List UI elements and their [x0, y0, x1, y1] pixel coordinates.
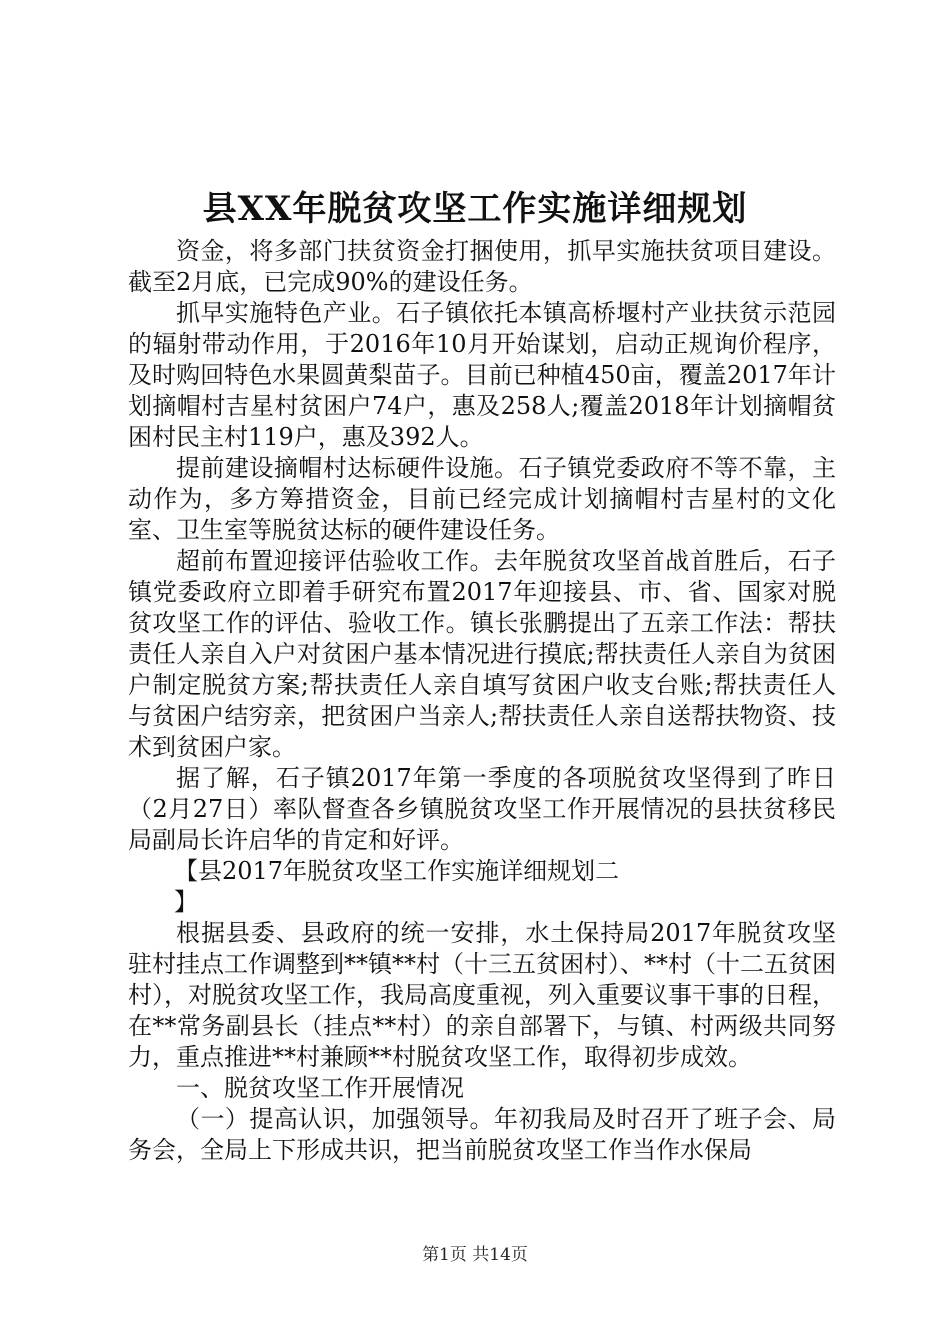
paragraph: 抓早实施特色产业。石子镇依托本镇高桥堰村产业扶贫示范园的辐射带动作用，于2016年10月开始谋划，启动正规询价程序，及时购回特色水果圆黄梨苗子。目前已种植450亩，覆盖2017年计划摘帽村吉星村贫困户74户，惠及258人;覆盖2018年计划摘帽贫困村民主村119户，惠及392人。	[128, 299, 836, 451]
document-body	[128, 236, 836, 1166]
document-title: 县XX年脱贫攻坚工作实施详细规划	[202, 189, 748, 229]
paragraph: 资金，将多部门扶贫资金打捆使用，抓早实施扶贫项目建设。截至2月底，已完成90%的建设任务。	[128, 237, 836, 296]
section-heading: 一、脱贫攻坚工作开展情况	[176, 1074, 464, 1102]
page-number: 第1页 共14页	[422, 1245, 528, 1265]
paragraph: 超前布置迎接评估验收工作。去年脱贫攻坚首战首胜后，石子镇党委政府立即着手研究布置2017年迎接县、市、省、国家对脱贫攻坚工作的评估、验收工作。镇长张鹏提出了五亲工作法：帮扶责任人亲自入户对贫困户基本情况进行摸底;帮扶责任人亲自为贫困户制定脱贫方案;帮扶责任人亲自填写贫困户收支台账;帮扶责任人与贫困户结穷亲，把贫困户当亲人;帮扶责任人亲自送帮扶物资、技术到贫困户家。	[128, 547, 836, 761]
section-subtitle	[128, 856, 836, 918]
section-subtitle-line2: 】	[174, 888, 198, 916]
paragraph: 根据县委、县政府的统一安排，水土保持局2017年脱贫攻坚驻村挂点工作调整到**镇**村（十三五贫困村）、**村（十二五贫困村），对脱贫攻坚工作，我局高度重视，列入重要议事干事的日程，在**常务副县长（挂点**村）的亲自部署下，与镇、村两级共同努力，重点推进**村兼顾**村脱贫攻坚工作，取得初步成效。	[128, 919, 836, 1071]
paragraph: （一）提高认识，加强领导。年初我局及时召开了班子会、局务会，全局上下形成共识，把当前脱贫攻坚工作当作水保局	[128, 1105, 836, 1164]
paragraph: 据了解，石子镇2017年第一季度的各项脱贫攻坚得到了昨日（2月27日）率队督查各乡镇脱贫攻坚工作开展情况的县扶贫移民局副局长许启华的肯定和好评。	[128, 764, 836, 854]
section-subtitle-line1: 【县2017年脱贫攻坚工作实施详细规划二	[174, 857, 620, 885]
paragraph: 提前建设摘帽村达标硬件设施。石子镇党委政府不等不靠，主动作为，多方筹措资金，目前已经完成计划摘帽村吉星村的文化室、卫生室等脱贫达标的硬件建设任务。	[128, 454, 836, 544]
